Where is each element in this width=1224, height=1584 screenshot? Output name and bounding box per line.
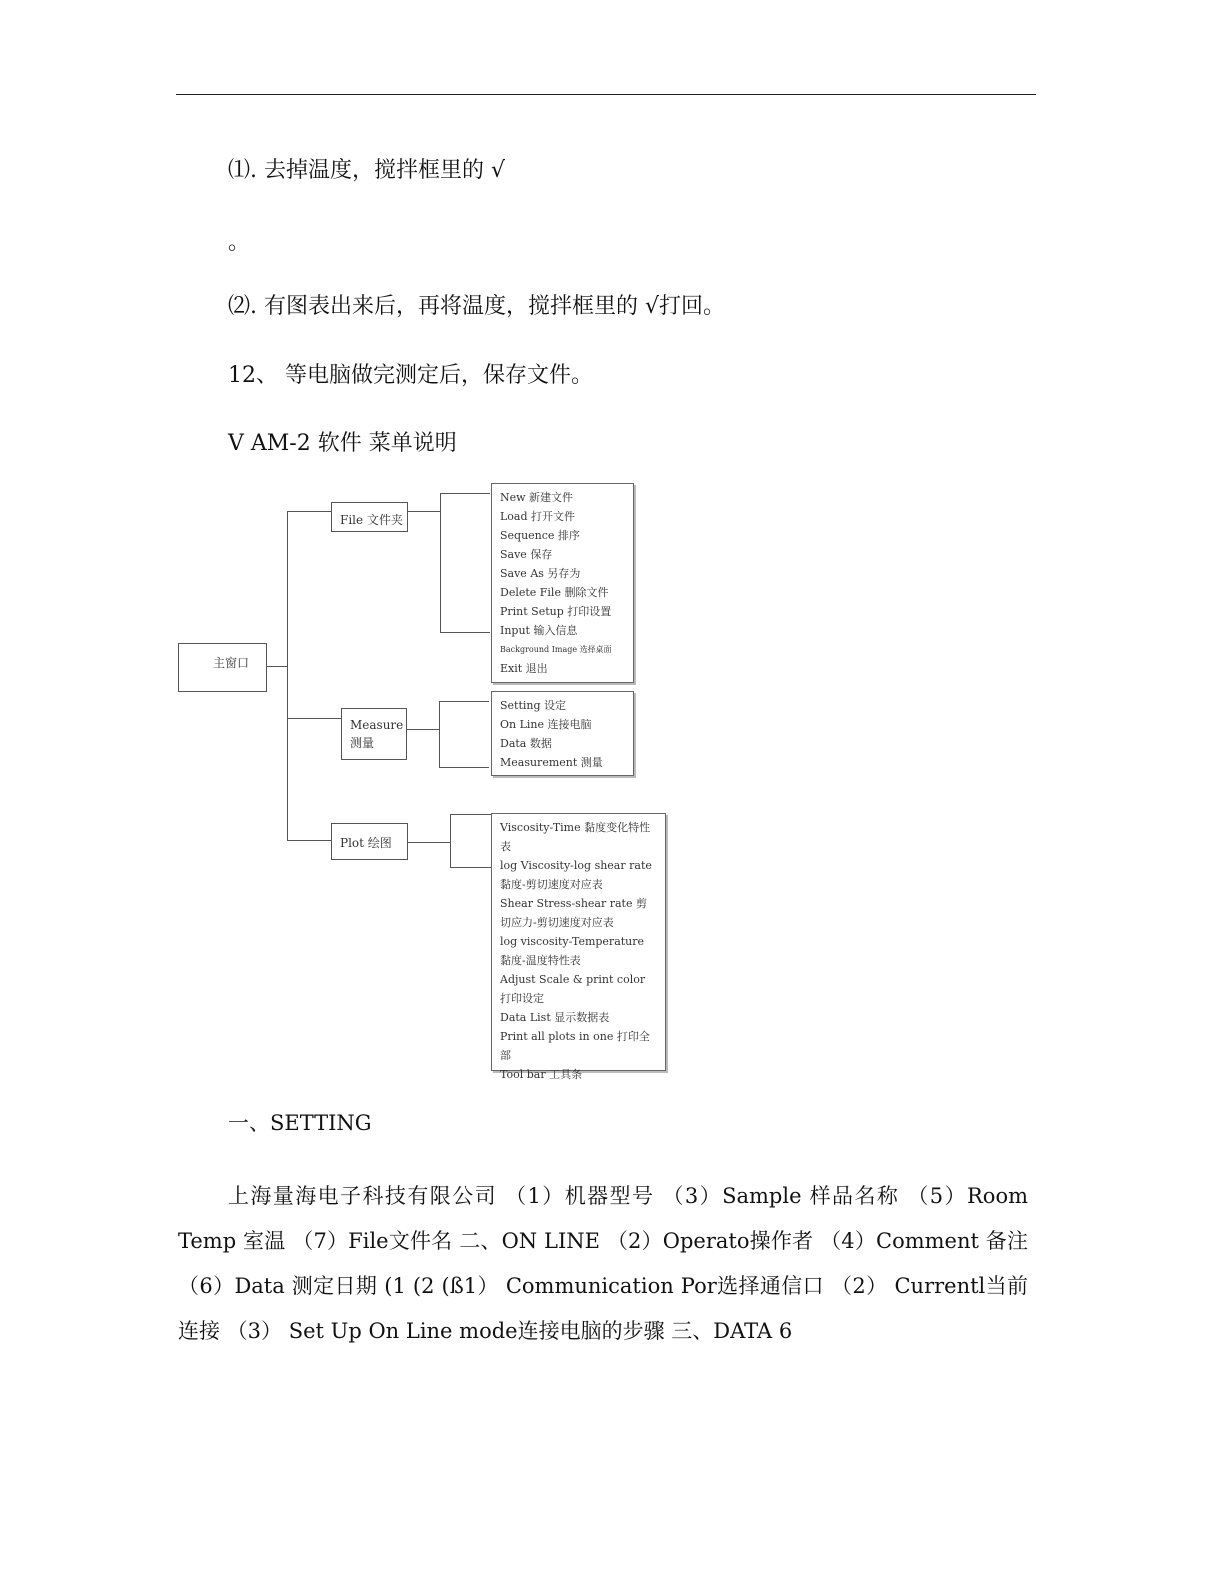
plot-node: [331, 823, 408, 860]
list-item: Save 保存: [500, 548, 553, 561]
measure-node-label-en: Measure: [350, 718, 404, 732]
bracket-file-bottom: [440, 632, 490, 633]
connector-measure: [287, 718, 342, 719]
list-item: Save As 另存为: [500, 567, 581, 580]
root-node: [178, 643, 267, 692]
bracket-measure: [439, 701, 440, 767]
bracket-file-top: [440, 493, 490, 494]
list-item: Shear Stress-shear rate 剪切应力-剪切速度对应表: [500, 897, 647, 929]
bracket-file: [440, 493, 441, 633]
file-node: [331, 502, 408, 532]
list-item: log Viscosity-log shear rate 黏度-剪切速度对应表: [500, 859, 652, 891]
list-item: Adjust Scale & print color 打印设定: [500, 973, 646, 1005]
list-item: Input 输入信息: [500, 624, 578, 637]
measure-node: [341, 708, 407, 760]
list-item: log viscosity-Temperature 黏度-温度特性表: [500, 935, 645, 967]
list-item: Viscosity-Time 黏度变化特性表: [500, 821, 651, 853]
file-menu-list: [491, 483, 634, 683]
menu-heading: V AM-2 软件 菜单说明: [228, 431, 457, 456]
bracket-measure-bottom: [439, 767, 489, 768]
section-setting: 一、SETTING: [228, 1111, 372, 1135]
list-item: Tool bar 工具条: [500, 1068, 583, 1081]
list-item: Data List 显示数据表: [500, 1011, 610, 1024]
bracket-plot: [450, 814, 451, 868]
step-2: ⑵. 有图表出来后，再将温度，搅拌框里的 √打回。: [228, 294, 725, 319]
file-node-label: File 文件夹: [340, 513, 403, 527]
bracket-measure-top: [439, 701, 489, 702]
connector-plot-out: [407, 842, 451, 843]
bracket-plot-bottom: [450, 867, 492, 868]
header-rule: [176, 94, 1036, 95]
list-item: Print all plots in one 打印全部: [500, 1030, 650, 1062]
list-item: Load 打开文件: [500, 510, 576, 523]
plot-menu-list: [491, 813, 666, 1081]
connector-measure-out: [406, 729, 440, 730]
measure-menu-list: [491, 691, 634, 776]
list-item: Print Setup 打印设置: [500, 605, 612, 618]
list-item: On Line 连接电脑: [500, 718, 592, 731]
connector-file-out: [407, 511, 441, 512]
step-1b: 。: [228, 230, 251, 255]
bracket-plot-top: [450, 814, 492, 815]
list-item: Setting 设定: [500, 699, 567, 712]
step-12: 12、 等电脑做完测定后，保存文件。: [228, 363, 593, 388]
list-item: Measurement 测量: [500, 756, 603, 769]
list-item: Sequence 排序: [500, 529, 580, 542]
list-item: Delete File 删除文件: [500, 586, 609, 599]
measure-node-label-zh: 测量: [350, 736, 375, 750]
list-item: Background Image 选择桌面: [500, 645, 612, 654]
connector-root: [266, 666, 288, 667]
plot-node-label: Plot 绘图: [340, 836, 392, 850]
list-item: New 新建文件: [500, 491, 574, 504]
list-item: Exit 退出: [500, 662, 548, 675]
connector-file: [287, 511, 332, 512]
root-node-label: 主窗口: [213, 656, 250, 670]
body-paragraph: 上海量海电子科技有限公司 （1）机器型号 （3）Sample 样品名称 （5）Room Temp 室温 （7）File文件名 二、ON LINE （2）Operato操作者 （4）Comment 备注 （6）Data 测定日期 (1 (2 (ß1） Communication Por选择通信口 （2） Currentl当前连接 （3） Set Up On Line mode连接电脑的步骤 三、DATA 6: [178, 1184, 1028, 1343]
list-item: Data 数据: [500, 737, 552, 750]
connector-plot: [287, 840, 332, 841]
step-1a: ⑴. 去掉温度，搅拌框里的 √: [228, 158, 505, 183]
connector-trunk: [287, 511, 288, 841]
